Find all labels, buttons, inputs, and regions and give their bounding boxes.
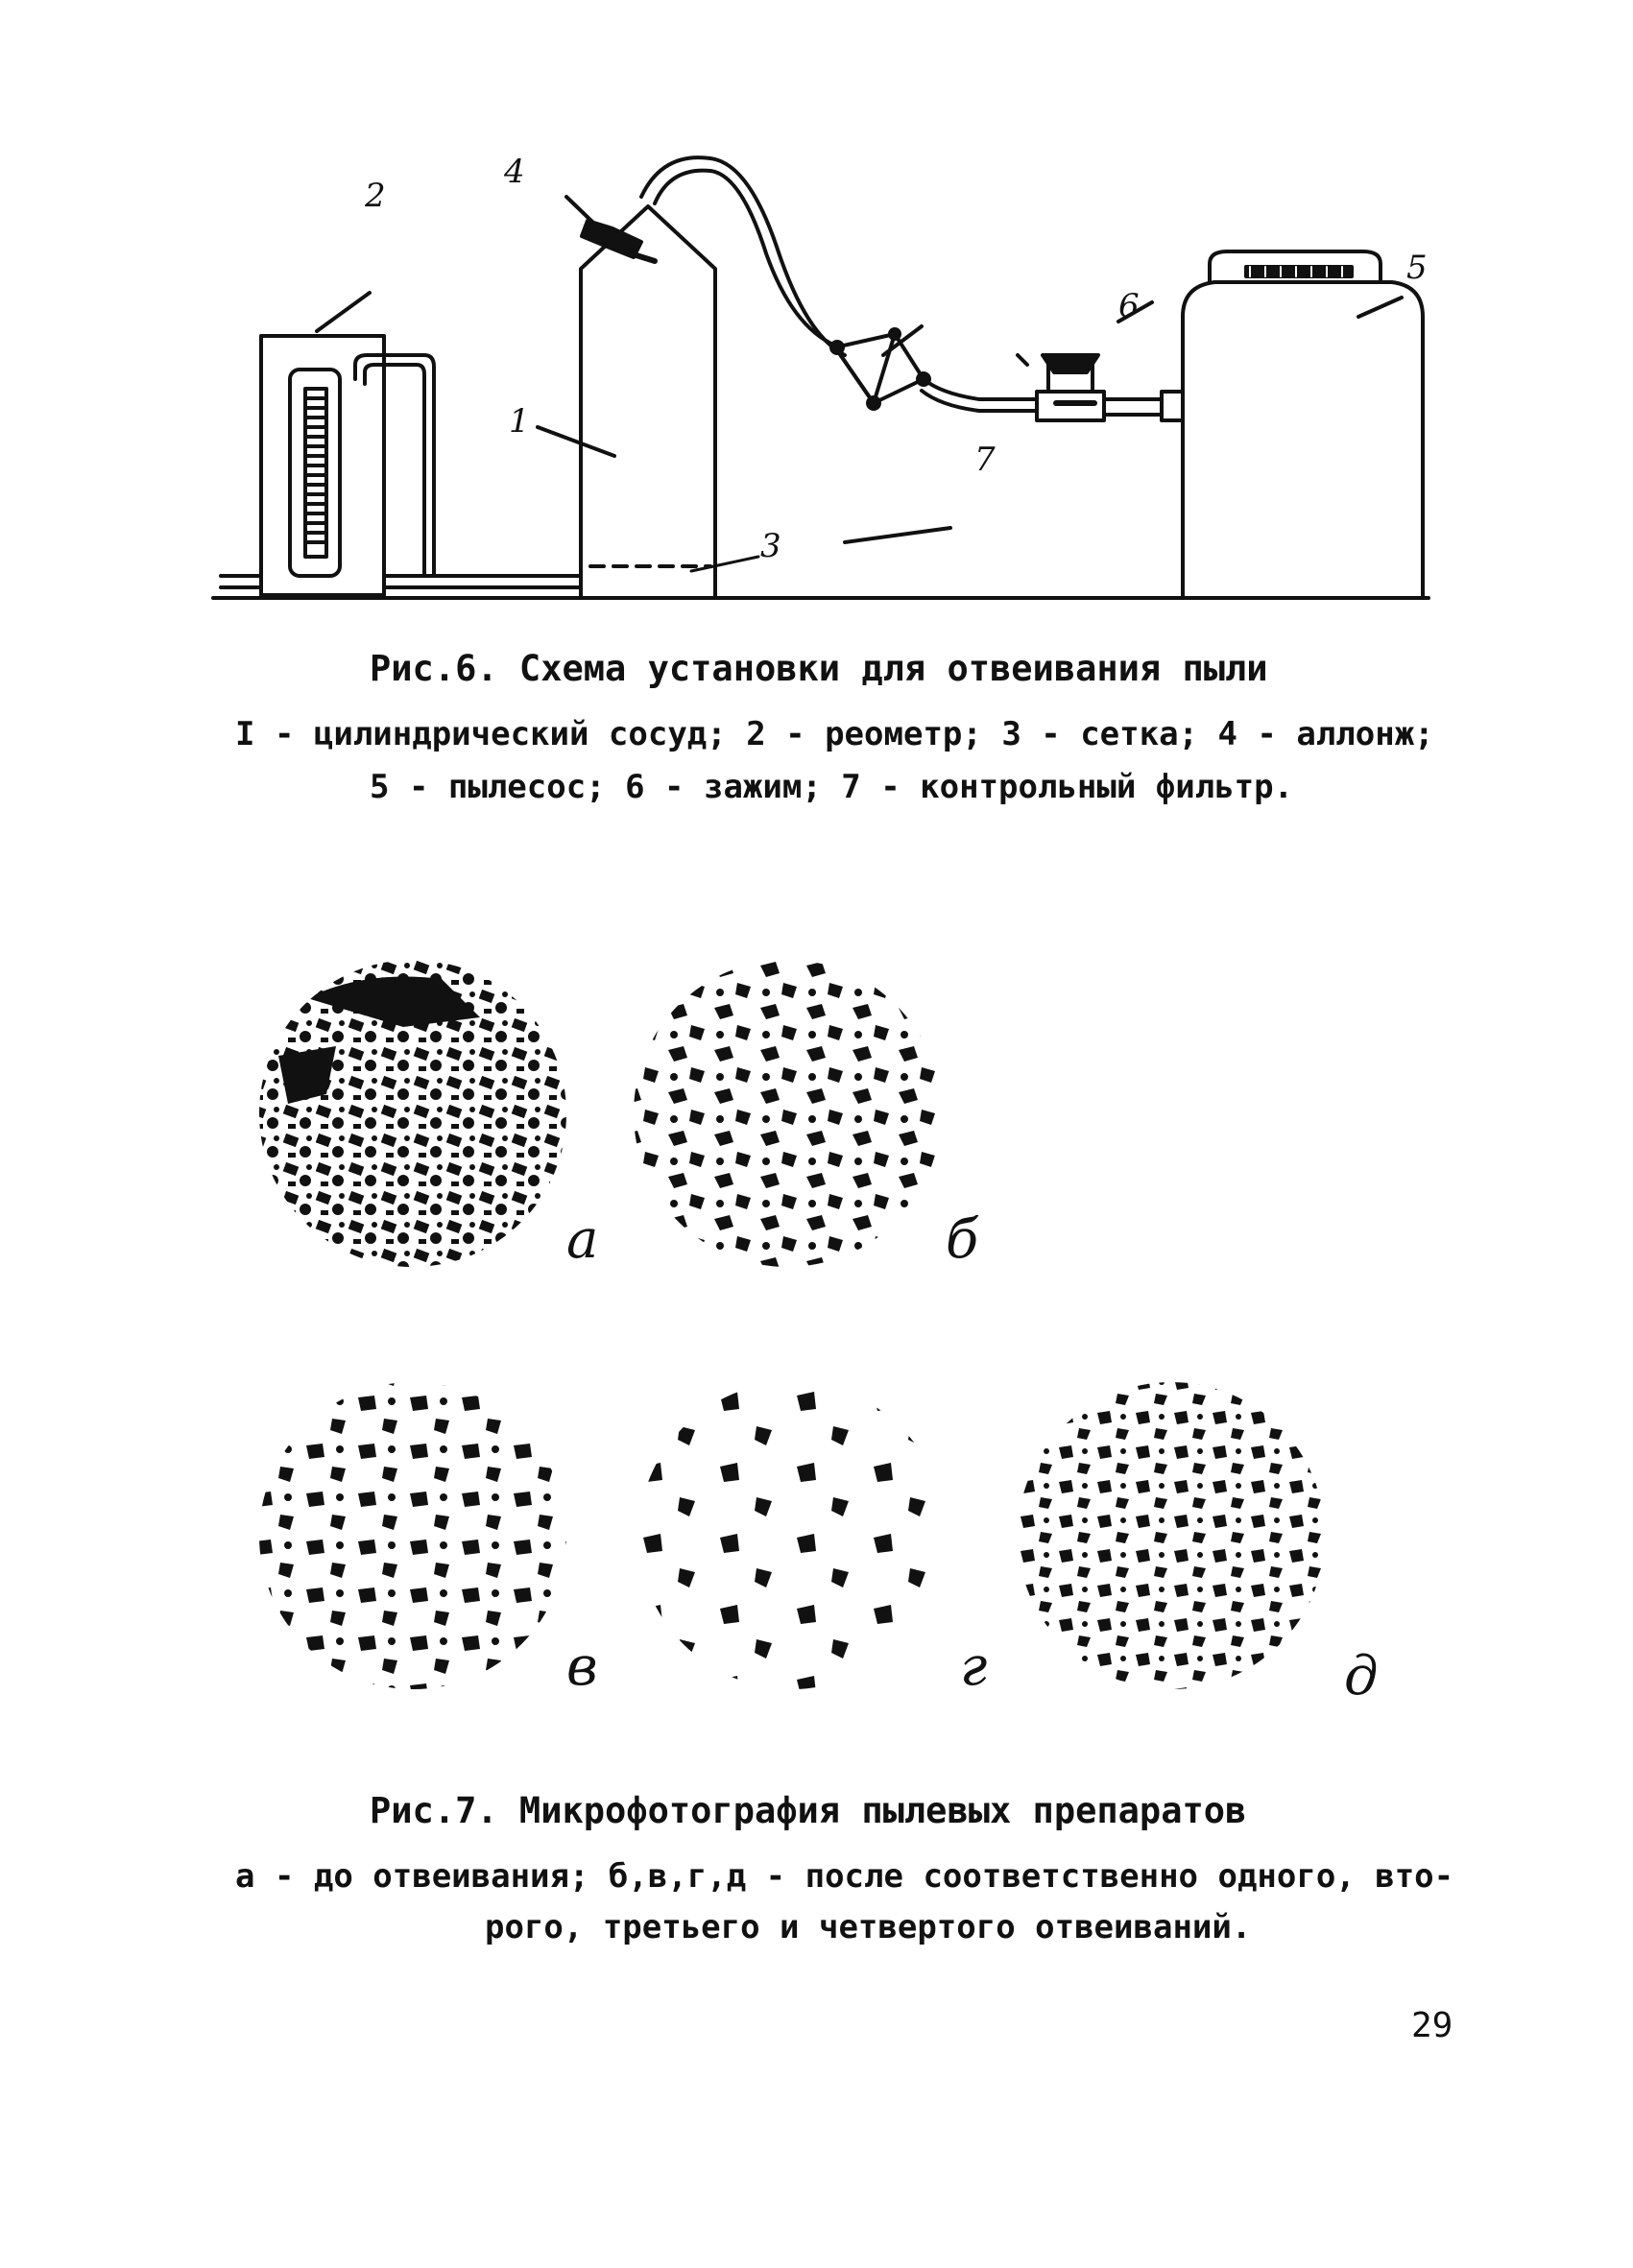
figure6-legend-line1: I - цилиндрический сосуд; 2 - реометр; 3 - сетка; 4 - аллонж; <box>235 715 1434 753</box>
figure7-legend-line1: а - до отвеивания; б,в,г,д - после соответственно одного, вто- <box>235 1857 1454 1896</box>
label-vacuum: 5 <box>1406 249 1428 287</box>
micrographs <box>250 960 1440 1747</box>
label-rheometer: 2 <box>365 177 386 215</box>
figure6-title: Рис.6. Схема установки для отвеивания пыли <box>370 648 1268 689</box>
connecting-hose <box>641 157 845 355</box>
page-number: 29 <box>1411 2006 1453 2045</box>
label-filter: 7 <box>974 441 996 479</box>
micrograph-d <box>1018 1382 1325 1689</box>
rheometer <box>261 336 434 595</box>
label-clamp: 6 <box>1118 287 1140 325</box>
panel-label-a: а <box>566 1208 599 1271</box>
panel-label-b: б <box>946 1208 979 1271</box>
clamp <box>1037 355 1104 420</box>
figure7-legend-line2: рого, третьего и четвертого отвеиваний. <box>485 1908 1252 1946</box>
micrograph-g <box>638 1382 946 1689</box>
allonge <box>566 197 655 261</box>
micrograph-a <box>259 960 566 1267</box>
micrograph-b <box>634 960 941 1267</box>
figure6-legend-line2: 5 - пылесос; 6 - зажим; 7 - контрольный фильтр. <box>370 768 1294 806</box>
label-vessel: 1 <box>509 402 530 441</box>
panel-label-v: в <box>566 1635 598 1698</box>
panel-label-d: д <box>1344 1645 1379 1707</box>
control-filter <box>831 329 929 409</box>
apparatus-diagram <box>211 153 1440 614</box>
panel-label-g: г <box>960 1635 988 1698</box>
figure7-title: Рис.7. Микрофотография пылевых препаратов <box>370 1790 1247 1831</box>
label-mesh: 3 <box>760 527 781 565</box>
micrograph-v <box>259 1382 566 1689</box>
cylindrical-vessel <box>581 206 758 598</box>
label-allonge: 4 <box>504 153 525 191</box>
